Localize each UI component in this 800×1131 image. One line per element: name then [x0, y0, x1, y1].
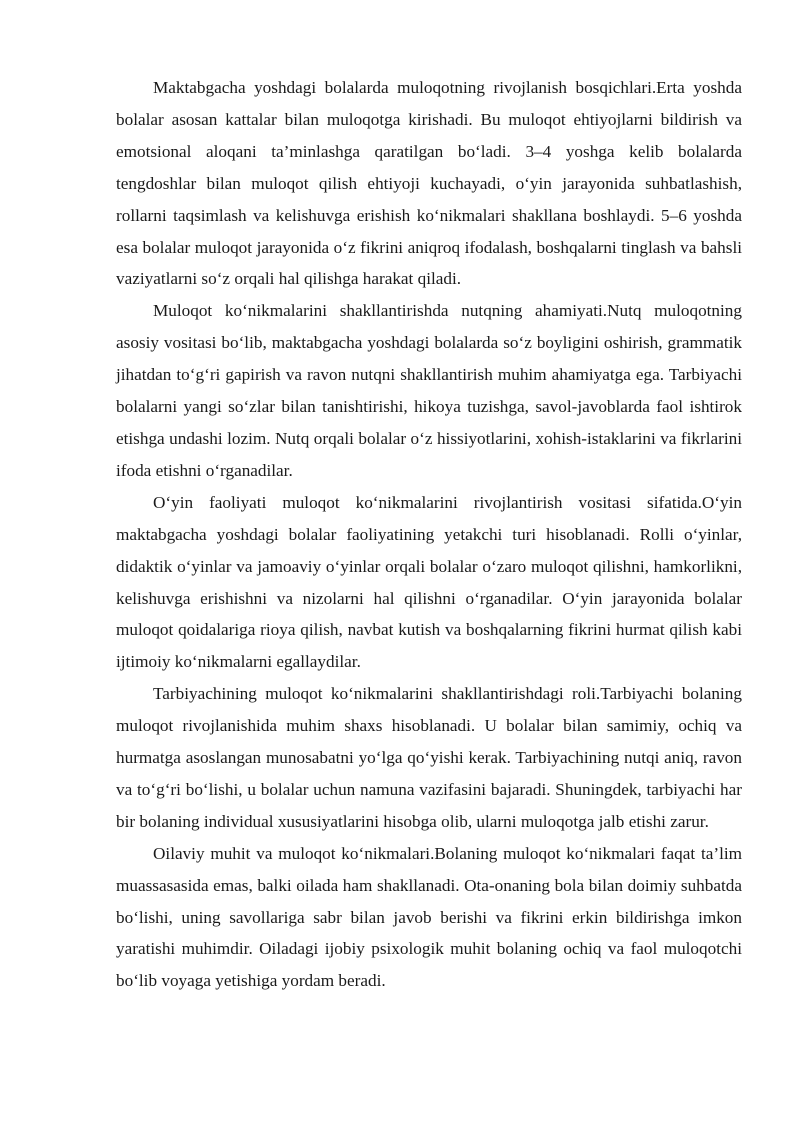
paragraph-speech-importance: Muloqot ko‘nikmalarini shakllantirishda nutqning ahamiyati.Nutq muloqotning asosiy vositasi bo‘lib, maktabgacha yoshdagi bolalarda so‘z boyligini oshirish, grammatik jihatdan to‘g‘ri gapirish va ravon nutqni shakllantirish muhim ahamiyatga ega. Tarbiyachi bolalarni yangi so‘zlar bilan tanishtirishi, hikoya tuzishga, savol-javoblarda faol ishtirok etishga undashi lozim. Nutq orqali bolalar o‘z hissiyotlarini, xohish-istaklarini va fikrlarini ifoda etishni o‘rganadilar. [116, 301, 742, 480]
paragraph-communication-stages: Maktabgacha yoshdagi bolalarda muloqotning rivojlanish bosqichlari.Erta yoshda bolalar asosan kattalar bilan muloqotga kirishadi. Bu muloqot ehtiyojlarni bildirish va emotsional aloqani ta’minlashga qaratilgan bo‘ladi. 3–4 yoshga kelib bolalarda tengdoshlar bilan muloqot qilish ehtiyoji kuchayadi, o‘yin jarayonida suhbatlashish, rollarni taqsimlash va kelishuvga erishish ko‘nikmalari shakllana boshlaydi. 5–6 yoshda esa bolalar muloqot jarayonida o‘z fikrini aniqroq ifodalash, boshqalarni tinglash va bahsli vaziyatlarni so‘z orqali hal qilishga harakat qiladi. [116, 78, 742, 289]
paragraph-educator-role: Tarbiyachining muloqot ko‘nikmalarini shakllantirishdagi roli.Tarbiyachi bolaning muloqot rivojlanishida muhim shaxs hisoblanadi. U bolalar bilan samimiy, ochiq va hurmatga asoslangan munosabatni yo‘lga qo‘yishi kerak. Tarbiyachining nutqi aniq, ravon va to‘g‘ri bo‘lishi, u bolalar uchun namuna vazifasini bajaradi. Shuningdek, tarbiyachi har bir bolaning individual xususiyatlarini hisobga olib, ularni muloqotga jalb etishi zarur. [116, 684, 742, 831]
paragraph-play-activity: O‘yin faoliyati muloqot ko‘nikmalarini rivojlantirish vositasi sifatida.O‘yin maktabgacha yoshdagi bolalar faoliyatining yetakchi turi hisoblanadi. Rolli o‘yinlar, didaktik o‘yinlar va jamoaviy o‘yinlar orqali bolalar o‘zaro muloqot qilishni, hamkorlikni, kelishuvga erishishni va nizolarni hal qilishni o‘rganadilar. O‘yin jarayonida bolalar muloqot qoidalariga rioya qilish, navbat kutish va boshqalarning fikrini hurmat qilish kabi ijtimoiy ko‘nikmalarni egallaydilar. [116, 492, 742, 672]
paragraph-family-environment: Oilaviy muhit va muloqot ko‘nikmalari.Bolaning muloqot ko‘nikmalari faqat ta’lim muassasasida emas, balki oilada ham shakllanadi. Ota-onaning bola bilan doimiy suhbatda bo‘lishi, uning savollariga sabr bilan javob berishi va fikrini erkin bildirishga imkon yaratishi muhimdir. Oiladagi ijobiy psixologik muhit bolaning ochiq va faol muloqotchi bo‘lib voyaga yetishiga yordam beradi. [116, 843, 742, 991]
document-body [116, 72, 742, 997]
